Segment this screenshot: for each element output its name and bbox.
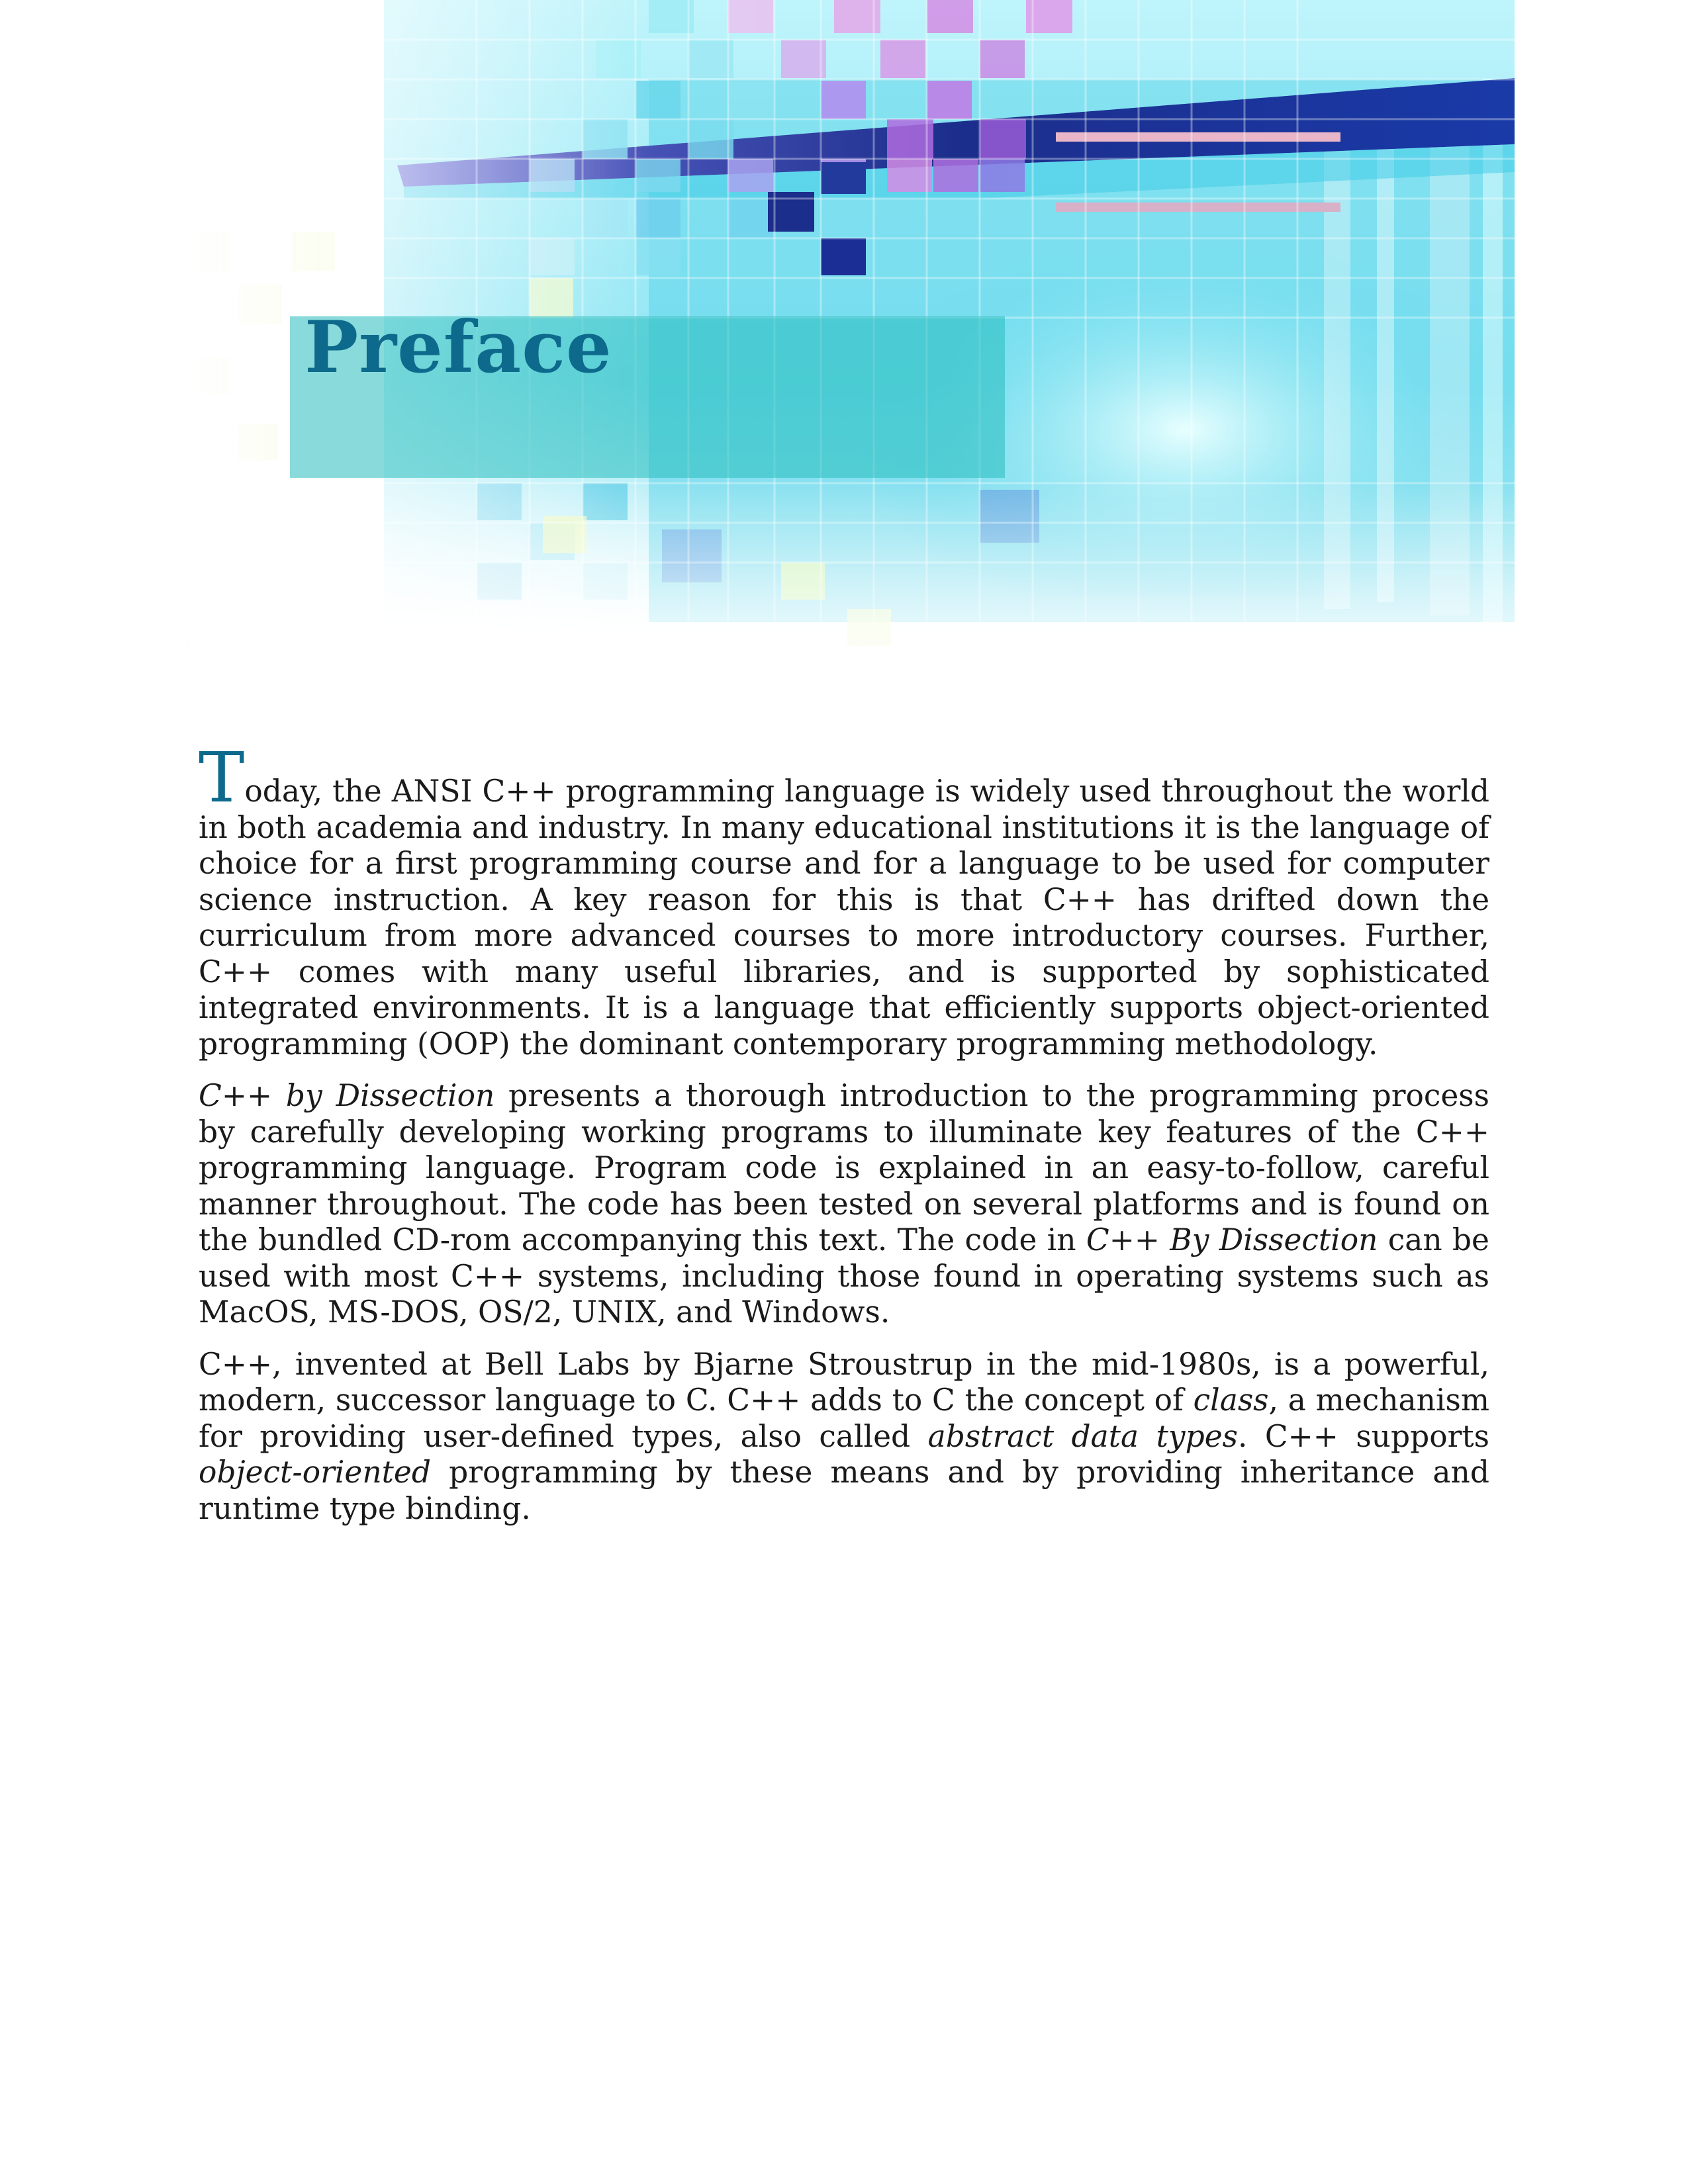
paragraph-3-text-a: C++, invented at Bell Labs by Bjarne Stroustrup in the mid-1980s, is a powerful, modern, successor language to C. C++ adds to C the concept of [199, 1346, 1489, 1418]
drop-cap: T [199, 737, 245, 818]
preface-body [199, 737, 1490, 1543]
paragraph-3-text-c: . C++ supports [1237, 1418, 1490, 1454]
paragraph-2-text-b: can be used with most C++ systems, including those found in operating systems such as MacOS, MS-DOS, OS/2, UNIX, and Windows. [199, 1222, 1489, 1330]
paragraph-3-text-b: , a mechanism for providing user-defined types, also called [199, 1383, 1489, 1454]
term-object-oriented: object-oriented [199, 1455, 431, 1490]
paragraph-2 [199, 1078, 1489, 1331]
paragraph-1-text: oday, the ANSI C++ programming language is widely used throughout the world in both academia and industry. In many educational institutions it is the language of choice for a first programming course and for a language to be used for computer science instruction. A key reason for this is that C++ has drifted down the curriculum from more advanced courses to more introductory courses. Further, C++ comes with many useful libraries, and is supported by sophisticated integrated environments. It is a language that efficiently supports object-oriented programming (OOP) the dominant contemporary programming methodology. [199, 774, 1489, 1062]
paragraph-1 [199, 737, 1489, 1062]
chapter-title: Preface [305, 306, 612, 389]
term-class: class [1193, 1383, 1269, 1418]
paragraph-2-text-a: presents a thorough introduction to the programming process by carefully developing working programs to illuminate key features of the C++ programming language. Program code is explained in an easy-to-follow, careful manner throughout. The code has been tested on several platforms and is found on the bundled CD-rom accompanying this text. The code in [199, 1078, 1490, 1257]
paragraph-3-text-d: programming by these means and by providing inheritance and runtime type binding. [199, 1455, 1489, 1526]
book-title-italic: C++ by Dissection [199, 1078, 495, 1113]
paragraph-3 [199, 1347, 1489, 1527]
book-title-italic-2: C++ By Dissection [1086, 1222, 1378, 1257]
term-abstract-data-types: abstract data types [927, 1418, 1238, 1454]
